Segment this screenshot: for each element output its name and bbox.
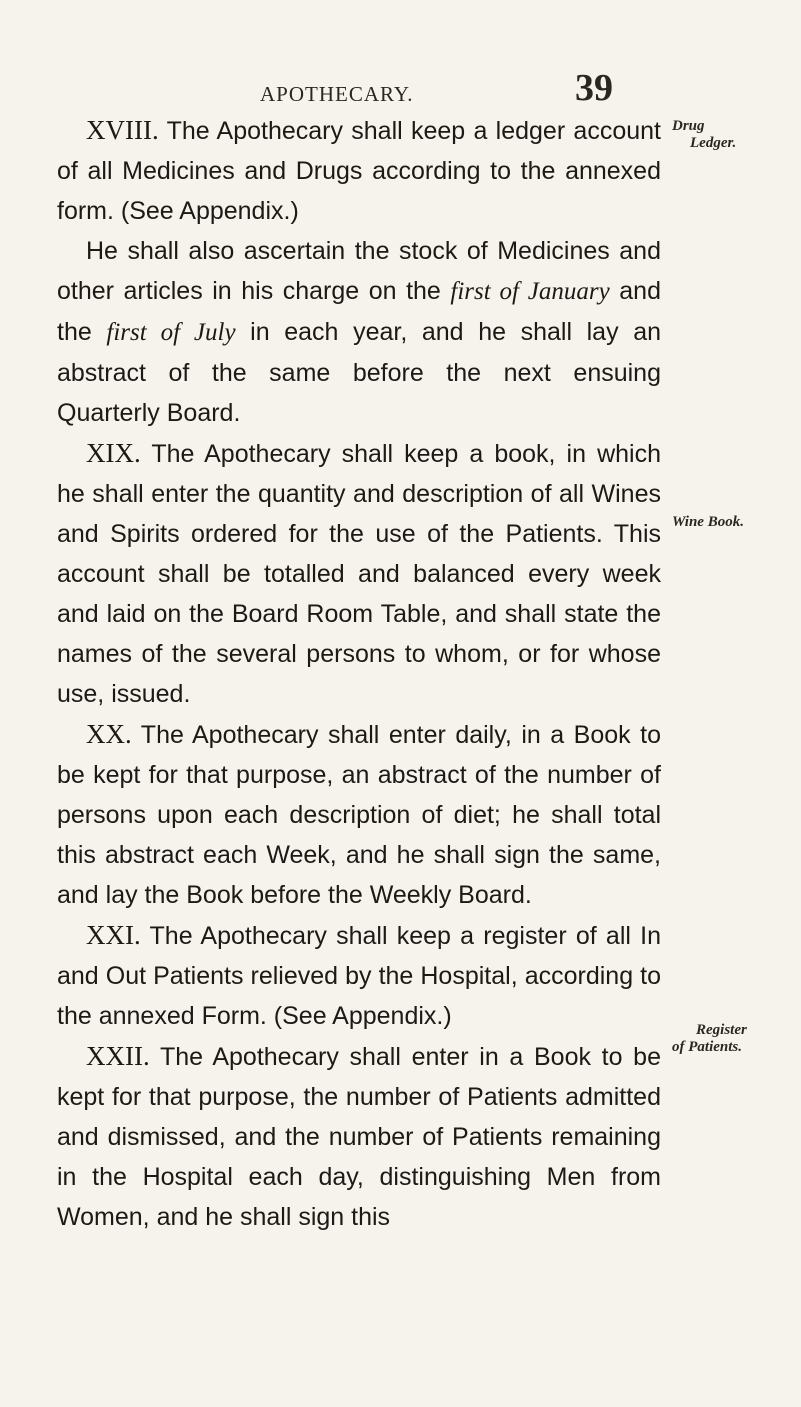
- article-number: XVIII.: [86, 115, 159, 145]
- marginal-note-line: Ledger.: [690, 135, 737, 151]
- article-xxi: [57, 915, 661, 1036]
- article-xviii-continuation: [57, 231, 661, 433]
- marginal-note-line: Drug: [672, 118, 705, 134]
- article-number: XXII.: [86, 1041, 150, 1071]
- article-xx: [57, 714, 661, 915]
- article-text: in each year, and he shall lay an abstract of the same before the next ensuing Quarterly Board.: [57, 318, 661, 427]
- running-title: APOTHECARY.: [260, 82, 414, 106]
- marginal-note-drug-ledger: [672, 118, 797, 152]
- article-text: The Apothecary shall keep a book, in which he shall enter the quantity and description of all Wines and Spirits ordered for the use of the Patients. This account shall be totalled and balanced every week and laid on the Board Room Table, and shall state the names of the several persons to whom, or for whose use, issued.: [57, 440, 661, 708]
- page-number: 39: [575, 67, 613, 109]
- article-text: The Apothecary shall enter in a Book to be kept for that purpose, the number of Patients admitted and dismissed, and the number of Patients remaining in the Hospital each day, distinguishing Men from Women, and he shall sign this: [57, 1043, 661, 1231]
- marginal-note-line: Register: [696, 1022, 747, 1038]
- article-text: and the: [57, 277, 661, 346]
- article-text: The Apothecary shall keep a register of all In and Out Patients relieved by the Hospital, according to the annexed Form. (See Appendix.): [57, 922, 661, 1030]
- marginal-note-line: of Patients.: [672, 1039, 742, 1055]
- marginal-note-wine-book: [672, 514, 797, 531]
- article-number: XXI.: [86, 920, 141, 950]
- italic-date: first of January: [450, 278, 610, 305]
- italic-date: first of July: [106, 319, 236, 346]
- article-text: He shall also ascertain the stock of Medicines and other articles in his charge on the: [57, 237, 661, 305]
- body-text: [57, 110, 661, 1237]
- article-number: XIX.: [86, 438, 141, 468]
- article-xix: [57, 433, 661, 714]
- marginal-note-register-of-patients: [672, 1022, 797, 1056]
- article-text: The Apothecary shall enter daily, in a Book to be kept for that purpose, an abstract of the number of persons upon each description of diet; he shall total this abstract each Week, and he shall sign the same, and lay the Book before the Weekly Board.: [57, 721, 661, 909]
- article-xviii: [57, 110, 661, 231]
- article-xxii: [57, 1036, 661, 1237]
- article-number: XX.: [86, 719, 132, 749]
- marginal-note-line: Wine Book.: [672, 514, 744, 530]
- article-text: The Apothecary shall keep a ledger account of all Medicines and Drugs according to the annexed form. (See Appendix.): [57, 117, 661, 225]
